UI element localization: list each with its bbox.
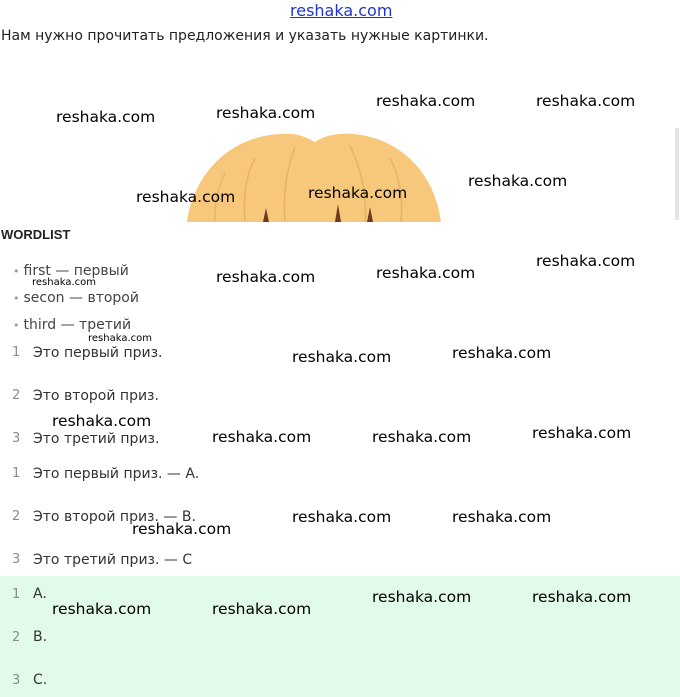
answer-text: A.: [33, 586, 47, 602]
match-number: 1: [12, 466, 21, 481]
watermark: reshaka.com: [452, 344, 552, 362]
watermark: reshaka.com: [216, 268, 316, 286]
watermark: reshaka.com: [292, 508, 392, 526]
watermark: reshaka.com: [212, 428, 312, 446]
watermark: reshaka.com: [136, 188, 236, 206]
bullet-icon: •: [13, 292, 20, 305]
match-text: Это третий приз. — C: [33, 552, 193, 568]
watermark: reshaka.com: [56, 108, 156, 126]
watermark: reshaka.com: [376, 264, 476, 282]
match-text: Это первый приз. — A.: [33, 466, 200, 482]
match-text: Это второй приз. — B.: [33, 509, 196, 525]
watermark: reshaka.com: [532, 588, 632, 606]
watermark: reshaka.com: [52, 412, 152, 430]
wordlist-item: • first — первый: [13, 263, 129, 279]
watermark: reshaka.com: [536, 252, 636, 270]
watermark: reshaka.com: [532, 424, 632, 442]
site-link[interactable]: reshaka.com: [290, 1, 393, 20]
match-number: 3: [12, 552, 21, 567]
match-number: 2: [12, 509, 21, 524]
bullet-icon: •: [13, 265, 20, 278]
watermark: reshaka.com: [132, 520, 232, 538]
watermark: reshaka.com: [52, 600, 152, 618]
watermark: reshaka.com: [292, 348, 392, 366]
watermark: reshaka.com: [212, 600, 312, 618]
illustration-hay-image: [185, 128, 443, 222]
sentence-text: Это второй приз.: [33, 388, 159, 404]
watermark: reshaka.com: [452, 508, 552, 526]
answer-text: C.: [33, 672, 48, 688]
watermark: reshaka.com: [536, 92, 636, 110]
wordlist-item: • secon — второй: [13, 290, 139, 306]
scrollbar[interactable]: [675, 128, 679, 220]
watermark: reshaka.com: [372, 428, 472, 446]
answer-number: 1: [12, 587, 21, 602]
watermark: reshaka.com: [216, 104, 316, 122]
sentence-text: Это третий приз.: [33, 431, 160, 447]
sentence-text: Это первый приз.: [33, 345, 163, 361]
watermark: reshaka.com: [376, 92, 476, 110]
answer-text: B.: [33, 629, 48, 645]
wordlist-heading: WORDLIST: [1, 227, 71, 242]
watermark: reshaka.com: [32, 277, 96, 288]
sentence-number: 2: [12, 388, 21, 403]
answer-number: 2: [12, 630, 21, 645]
task-instructions: Нам нужно прочитать предложения и указать нужные картинки.: [1, 28, 489, 44]
sentence-number: 3: [12, 431, 21, 446]
watermark: reshaka.com: [88, 333, 152, 344]
answer-number: 3: [12, 673, 21, 688]
bullet-icon: •: [13, 319, 20, 332]
watermark: reshaka.com: [372, 588, 472, 606]
sentence-number: 1: [12, 345, 21, 360]
watermark: reshaka.com: [308, 184, 408, 202]
watermark: reshaka.com: [468, 172, 568, 190]
wordlist-item: • third — третий: [13, 317, 132, 333]
